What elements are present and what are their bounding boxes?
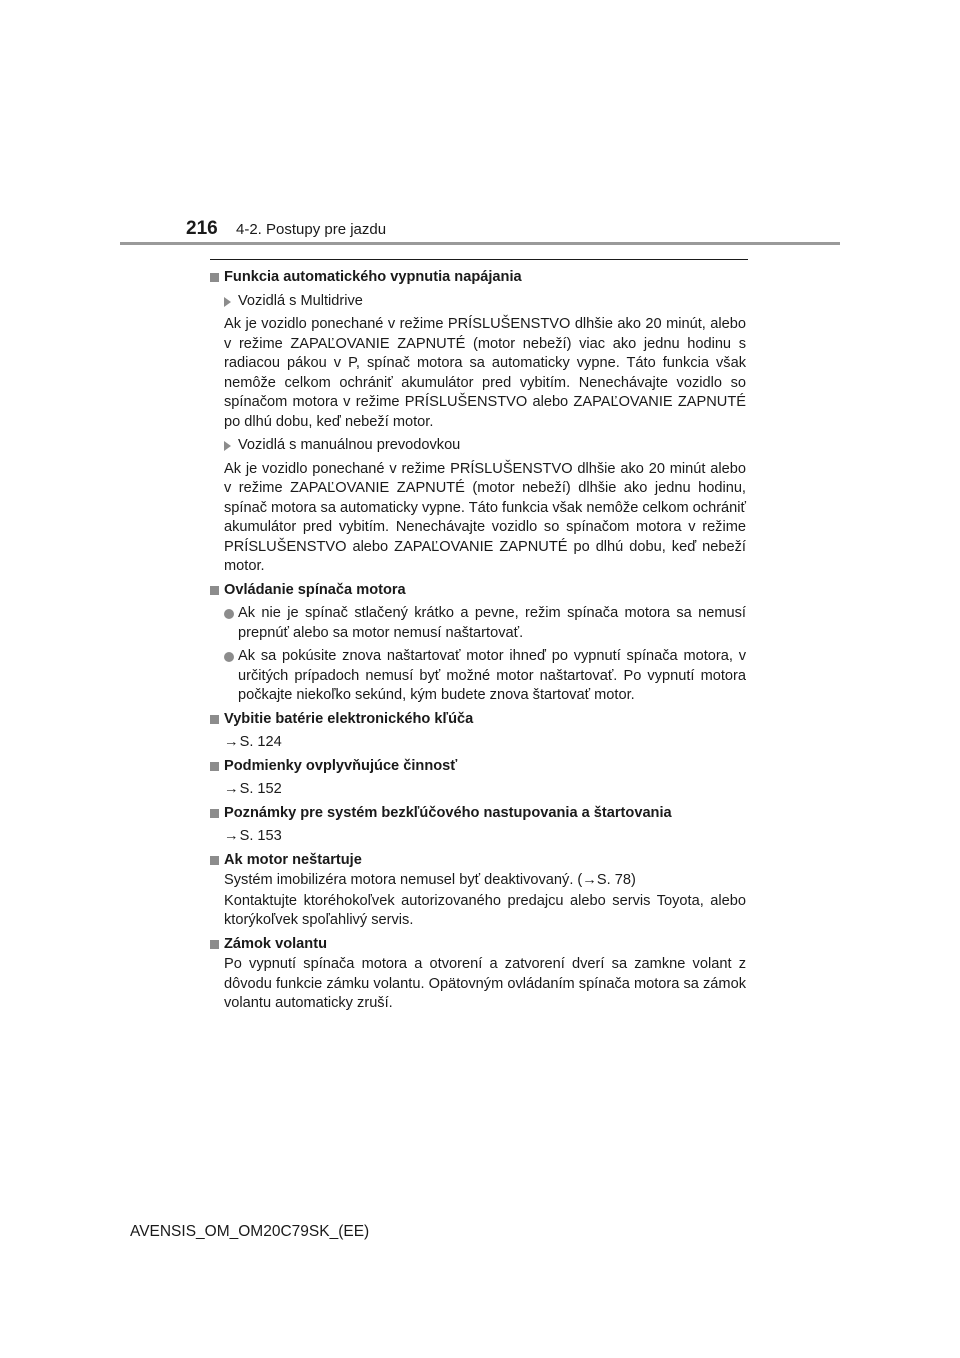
heading-conditions — [210, 757, 746, 777]
heading-text: Poznámky pre systém bezkľúčového nastupovania a štartovania — [224, 804, 672, 821]
arrow-right-icon: → — [224, 734, 239, 750]
subheading-text: Vozidlá s manuálnou prevodovkou — [238, 437, 461, 453]
heading-key-battery — [210, 710, 746, 730]
page-reference[interactable] — [210, 827, 746, 847]
arrow-right-icon: → — [582, 872, 597, 888]
page-number: 216 — [186, 218, 218, 239]
square-bullet-icon — [210, 940, 219, 949]
page-reference[interactable] — [210, 733, 746, 753]
paragraph-immobilizer — [210, 871, 746, 891]
heading-smart-notes — [210, 804, 746, 824]
heading-switch-operation — [210, 581, 746, 601]
page-reference-text: S. 152 — [239, 781, 282, 797]
triangle-bullet-icon — [224, 297, 231, 307]
subheading-text: Vozidlá s Multidrive — [238, 292, 363, 309]
page-reference[interactable] — [210, 780, 746, 800]
subheading-manual — [210, 436, 746, 456]
section-title: 4-2. Postupy pre jazdu — [236, 221, 387, 238]
arrow-right-icon: → — [224, 781, 239, 797]
heading-no-start — [210, 851, 746, 871]
page-reference-text: S. 124 — [239, 734, 282, 750]
paragraph-steering-lock: Po vypnutí spínača motora a otvorení a zatvorení dverí sa zamkne volant z dôvodu funkcie zámku volantu. Opätovným ovládaním spínača motora sa zámok volantu automaticky zruší. — [224, 956, 746, 1011]
heading-text: Ovládanie spínača motora — [224, 581, 406, 598]
circle-bullet-icon — [224, 652, 234, 662]
square-bullet-icon — [210, 762, 219, 771]
list-item-text: Ak sa pokúsite znova naštartovať motor ihneď po vypnutí spínača motora, v určitých prípadoch nemusí byť možné motor naštartovať. Po vypnutí motora počkajte niekoľko sekúnd, kým budete znova štartovať motor. — [238, 648, 746, 703]
square-bullet-icon — [210, 809, 219, 818]
content-divider — [210, 259, 748, 260]
paragraph-contact-dealer: Kontaktujte ktoréhokoľvek autorizovaného predajcu alebo servis Toyota, alebo ktorýkoľvek spoľahlivý servis. — [224, 892, 746, 928]
heading-text: Funkcia automatického vypnutia napájania — [224, 269, 522, 285]
page-reference-text[interactable]: S. 78 — [596, 872, 631, 888]
heading-steering-lock — [210, 935, 746, 955]
content-body — [210, 264, 746, 1014]
page-reference-text: S. 153 — [239, 828, 282, 844]
subheading-multidrive — [210, 292, 746, 312]
heading-text: Vybitie batérie elektronického kľúča — [224, 710, 474, 727]
heading-auto-off — [210, 268, 746, 288]
footer-doc-id: AVENSIS_OM_OM20C79SK_(EE) — [130, 1223, 370, 1240]
paragraph-text: ) — [630, 872, 636, 888]
header-divider — [120, 242, 840, 245]
square-bullet-icon — [210, 586, 219, 595]
paragraph-text: Systém imobilizéra motora nemusel byť deaktivovaný. ( — [224, 872, 583, 888]
square-bullet-icon — [210, 856, 219, 865]
heading-text: Podmienky ovplyvňujúce činnosť — [224, 757, 458, 774]
list-item — [210, 647, 746, 706]
circle-bullet-icon — [224, 609, 234, 619]
arrow-right-icon: → — [224, 828, 239, 844]
paragraph-multidrive: Ak je vozidlo ponechané v režime PRÍSLUŠENSTVO dlhšie ako 20 minút, alebo v režime ZAPAĽOVANIE ZAPNUTÉ (motor nebeží) viac ako jednu hodinu s radiacou pákou v P, spínač motora sa automaticky vypne. Táto funkcia však nemôže celkom ochrániť akumulátor pred vybitím. Nenechávajte vozidlo so spínačom motora v režime PRÍSLUŠENSTVO alebo ZAPAĽOVANIE ZAPNUTÉ po dlhú dobu, keď nebeží motor. — [224, 316, 746, 430]
paragraph-manual: Ak je vozidlo ponechané v režime PRÍSLUŠENSTVO dlhšie ako 20 minút alebo v režime ZAPAĽOVANIE ZAPNUTÉ (motor nebeží) dlhšie ako jednu hodinu, spínač motora sa automaticky vypne. Táto funkcia však nemôže celkom ochrániť akumulátor pred vybitím. Nenechávajte vozidlo so spínačom motora v režime PRÍSLUŠENSTVO alebo ZAPAĽOVANIE ZAPNUTÉ po dlhú dobu, keď nebeží motor. — [224, 460, 746, 574]
heading-text: Zámok volantu — [224, 935, 327, 952]
square-bullet-icon — [210, 715, 219, 724]
heading-text: Ak motor neštartuje — [224, 851, 362, 868]
square-bullet-icon — [210, 273, 219, 282]
triangle-bullet-icon — [224, 441, 231, 451]
list-item-text: Ak nie je spínač stlačený krátko a pevne, režim spínača motora sa nemusí prepnúť alebo sa motor nemusí naštartovať. — [238, 605, 746, 641]
list-item — [210, 604, 746, 643]
